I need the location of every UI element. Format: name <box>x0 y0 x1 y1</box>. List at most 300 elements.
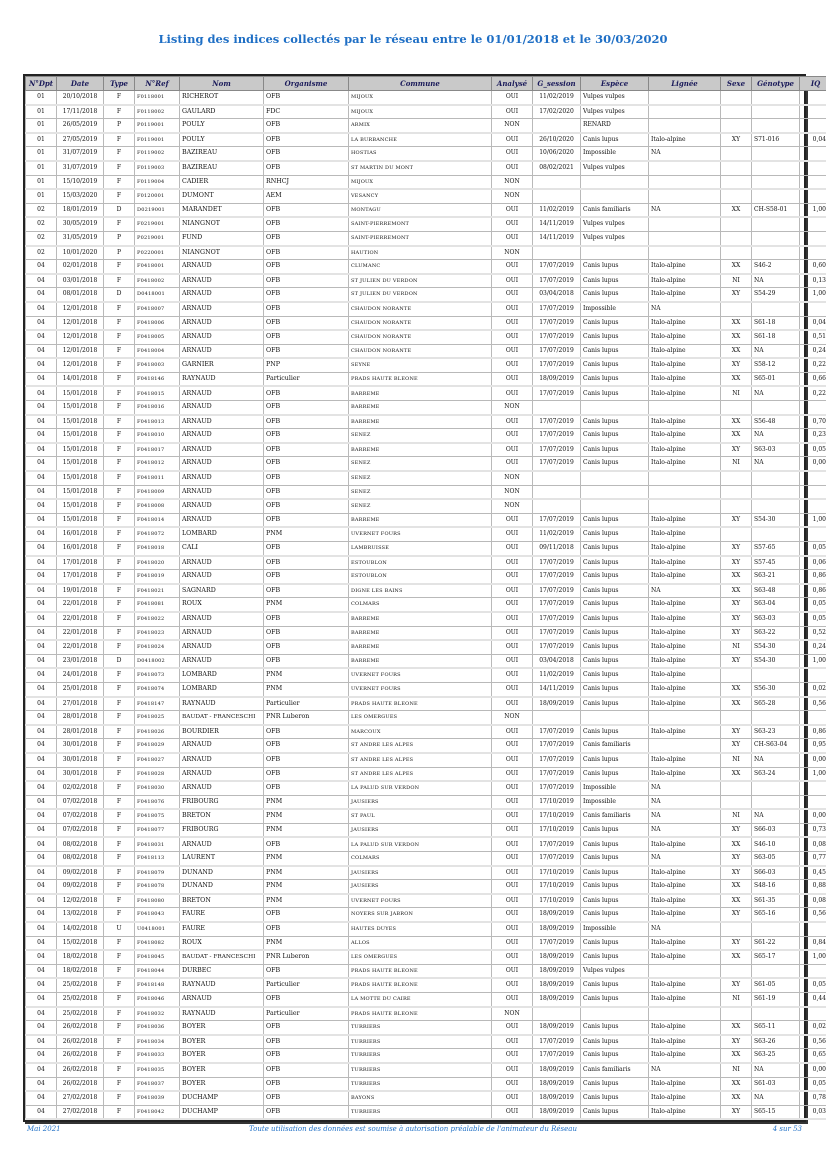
cell-genotype: NA <box>752 753 800 767</box>
cell-analyse: OUI <box>492 161 533 175</box>
cell-genotype: S71-016 <box>752 133 800 147</box>
cell-dpt: 02 <box>26 246 57 260</box>
cell-ref: F0418013 <box>135 415 180 429</box>
cell-espece: Canis lupus <box>581 570 649 584</box>
cell-date: 25/02/2018 <box>57 978 104 992</box>
cell-date: 14/02/2018 <box>57 922 104 936</box>
table-row <box>26 513 826 527</box>
cell-dpt: 04 <box>26 443 57 457</box>
header-col-commune: Commune <box>349 77 492 91</box>
cell-iq <box>800 189 826 203</box>
cell-type: F <box>104 570 135 584</box>
cell-type: F <box>104 866 135 880</box>
cell-sexe: XX <box>721 894 752 908</box>
cell-gsession <box>533 175 581 189</box>
footer-disclaimer: Toute utilisation des données est soumise à autorisation préalable de l'animateur du Réseau <box>249 1125 577 1133</box>
cell-type: F <box>104 894 135 908</box>
cell-ref: F0418113 <box>135 852 180 866</box>
cell-organisme: OFB <box>264 1091 349 1105</box>
cell-organisme: OFB <box>264 274 349 288</box>
cell-analyse: NON <box>492 119 533 133</box>
cell-genotype: S46-2 <box>752 260 800 274</box>
cell-ref: D0219001 <box>135 203 180 217</box>
cell-date: 30/05/2019 <box>57 217 104 231</box>
cell-type: F <box>104 697 135 711</box>
cell-gsession: 11/02/2019 <box>533 668 581 682</box>
cell-espece: Canis lupus <box>581 908 649 922</box>
cell-organisme: OFB <box>264 1077 349 1091</box>
cell-commune: ALLOS <box>349 936 492 950</box>
cell-gsession <box>533 189 581 203</box>
cell-iq: 0,00 <box>800 457 826 471</box>
cell-ref: F0119001 <box>135 133 180 147</box>
cell-nom: LOMBARD <box>180 668 264 682</box>
cell-genotype: S65-01 <box>752 372 800 386</box>
cell-date: 17/11/2018 <box>57 105 104 119</box>
cell-commune: LAMBRUISSE <box>349 542 492 556</box>
cell-type: F <box>104 950 135 964</box>
cell-dpt: 04 <box>26 1105 57 1119</box>
cell-nom: DUNAND <box>180 880 264 894</box>
cell-genotype <box>752 105 800 119</box>
cell-commune: HAUTES DUYES <box>349 922 492 936</box>
cell-sexe: NI <box>721 274 752 288</box>
cell-dpt: 04 <box>26 513 57 527</box>
cell-analyse: OUI <box>492 344 533 358</box>
cell-genotype <box>752 231 800 245</box>
cell-sexe: NI <box>721 640 752 654</box>
cell-lignee: Italo-alpine <box>649 358 721 372</box>
cell-dpt: 04 <box>26 542 57 556</box>
cell-analyse: OUI <box>492 316 533 330</box>
cell-commune: CHAUDON NORANTE <box>349 316 492 330</box>
cell-nom: DURBEC <box>180 964 264 978</box>
cell-ref: F0418146 <box>135 372 180 386</box>
cell-analyse: OUI <box>492 682 533 696</box>
table-row <box>26 161 826 175</box>
table-row <box>26 344 826 358</box>
header-col-gsession: G_session <box>533 77 581 91</box>
cell-iq <box>800 964 826 978</box>
cell-type: F <box>104 302 135 316</box>
cell-espece <box>581 485 649 499</box>
cell-lignee: Italo-alpine <box>649 372 721 386</box>
cell-organisme: OFB <box>264 922 349 936</box>
cell-dpt: 04 <box>26 1049 57 1063</box>
cell-iq: 0,00 <box>800 1063 826 1077</box>
cell-sexe <box>721 922 752 936</box>
cell-sexe: XY <box>721 598 752 612</box>
cell-type: P <box>104 246 135 260</box>
cell-type: F <box>104 739 135 753</box>
cell-lignee: Italo-alpine <box>649 697 721 711</box>
cell-type: F <box>104 274 135 288</box>
cell-sexe: XY <box>721 542 752 556</box>
cell-date: 25/02/2018 <box>57 993 104 1007</box>
cell-lignee: Italo-alpine <box>649 1105 721 1119</box>
cell-type: F <box>104 556 135 570</box>
cell-organisme: OFB <box>264 1105 349 1119</box>
cell-nom: ROUX <box>180 598 264 612</box>
cell-date: 16/01/2018 <box>57 542 104 556</box>
cell-commune: COLMARS <box>349 598 492 612</box>
cell-nom: ARNAUD <box>180 781 264 795</box>
cell-ref: F0418014 <box>135 513 180 527</box>
cell-lignee: Italo-alpine <box>649 978 721 992</box>
table-row <box>26 499 826 513</box>
cell-organisme: PNM <box>264 668 349 682</box>
cell-nom: ARNAUD <box>180 499 264 513</box>
cell-organisme: OFB <box>264 386 349 400</box>
cell-gsession: 17/07/2019 <box>533 457 581 471</box>
cell-commune: MIJOUX <box>349 105 492 119</box>
cell-iq: 0,24 <box>800 344 826 358</box>
cell-genotype: S58-12 <box>752 358 800 372</box>
cell-gsession: 17/07/2019 <box>533 598 581 612</box>
cell-gsession: 17/10/2019 <box>533 795 581 809</box>
cell-commune: BARREME <box>349 640 492 654</box>
cell-nom: ARNAUD <box>180 837 264 851</box>
cell-gsession <box>533 499 581 513</box>
cell-genotype: NA <box>752 1063 800 1077</box>
cell-ref: F0418019 <box>135 570 180 584</box>
cell-nom: BOYER <box>180 1035 264 1049</box>
cell-type: F <box>104 880 135 894</box>
table-row <box>26 91 826 105</box>
cell-date: 14/01/2018 <box>57 372 104 386</box>
cell-espece: Canis lupus <box>581 668 649 682</box>
cell-analyse: OUI <box>492 598 533 612</box>
cell-sexe: XX <box>721 950 752 964</box>
cell-nom: ARNAUD <box>180 485 264 499</box>
cell-iq <box>800 499 826 513</box>
cell-genotype: S61-18 <box>752 330 800 344</box>
cell-date: 31/07/2019 <box>57 147 104 161</box>
cell-analyse: OUI <box>492 231 533 245</box>
cell-commune: PRADS HAUTE BLEONE <box>349 697 492 711</box>
table-row <box>26 556 826 570</box>
cell-date: 15/01/2018 <box>57 457 104 471</box>
cell-ref: F0418075 <box>135 809 180 823</box>
cell-commune: ST MARTIN DU MONT <box>349 161 492 175</box>
cell-dpt: 04 <box>26 781 57 795</box>
cell-dpt: 01 <box>26 119 57 133</box>
cell-gsession: 09/11/2018 <box>533 542 581 556</box>
cell-iq <box>800 922 826 936</box>
cell-lignee <box>649 471 721 485</box>
cell-gsession: 18/09/2019 <box>533 964 581 978</box>
cell-dpt: 04 <box>26 612 57 626</box>
cell-type: P <box>104 231 135 245</box>
cell-analyse: OUI <box>492 753 533 767</box>
header-col-lignee: Lignée <box>649 77 721 91</box>
cell-date: 12/01/2018 <box>57 344 104 358</box>
cell-ref: F0418039 <box>135 1091 180 1105</box>
cell-iq <box>800 781 826 795</box>
cell-iq: 1,00 <box>800 950 826 964</box>
cell-espece: Canis lupus <box>581 386 649 400</box>
cell-dpt: 04 <box>26 260 57 274</box>
cell-dpt: 04 <box>26 795 57 809</box>
cell-dpt: 04 <box>26 372 57 386</box>
cell-espece: Canis lupus <box>581 556 649 570</box>
cell-type: F <box>104 386 135 400</box>
table-row <box>26 711 826 725</box>
cell-ref: F0418026 <box>135 725 180 739</box>
cell-nom: RICHEROT <box>180 91 264 105</box>
cell-gsession: 17/07/2019 <box>533 584 581 598</box>
cell-nom: BRETON <box>180 809 264 823</box>
cell-organisme: OFB <box>264 781 349 795</box>
cell-espece <box>581 175 649 189</box>
cell-analyse: OUI <box>492 823 533 837</box>
cell-type: F <box>104 471 135 485</box>
cell-lignee: Italo-alpine <box>649 767 721 781</box>
cell-date: 26/02/2018 <box>57 1063 104 1077</box>
cell-organisme: Particulier <box>264 1007 349 1021</box>
cell-analyse: OUI <box>492 767 533 781</box>
cell-espece <box>581 246 649 260</box>
cell-organisme: Particulier <box>264 978 349 992</box>
cell-type: F <box>104 1035 135 1049</box>
cell-nom: MARANDET <box>180 203 264 217</box>
table-row <box>26 302 826 316</box>
table-row <box>26 908 826 922</box>
header-col-espece: Espèce <box>581 77 649 91</box>
cell-type: F <box>104 542 135 556</box>
cell-organisme: RNHCJ <box>264 175 349 189</box>
cell-organisme: PNM <box>264 809 349 823</box>
cell-organisme: FDC <box>264 105 349 119</box>
cell-sexe: XX <box>721 767 752 781</box>
cell-espece: Canis lupus <box>581 527 649 541</box>
cell-organisme: OFB <box>264 753 349 767</box>
cell-organisme: PNM <box>264 795 349 809</box>
cell-commune: ST JULIEN DU VERDON <box>349 288 492 302</box>
cell-genotype: S66-03 <box>752 823 800 837</box>
cell-sexe: NI <box>721 809 752 823</box>
cell-gsession: 17/07/2019 <box>533 358 581 372</box>
cell-dpt: 04 <box>26 978 57 992</box>
cell-espece: Canis familiaris <box>581 203 649 217</box>
cell-iq: 0,04 <box>800 316 826 330</box>
cell-gsession: 18/09/2019 <box>533 697 581 711</box>
cell-ref: D0418001 <box>135 288 180 302</box>
cell-date: 12/02/2018 <box>57 894 104 908</box>
cell-date: 15/01/2018 <box>57 499 104 513</box>
cell-type: F <box>104 189 135 203</box>
cell-sexe: XX <box>721 330 752 344</box>
cell-nom: ARNAUD <box>180 570 264 584</box>
cell-analyse: OUI <box>492 894 533 908</box>
cell-iq: 0,51 <box>800 330 826 344</box>
cell-organisme: OFB <box>264 584 349 598</box>
cell-ref: F0418016 <box>135 401 180 415</box>
cell-nom: ARNAUD <box>180 457 264 471</box>
cell-sexe: XY <box>721 936 752 950</box>
cell-sexe: XX <box>721 682 752 696</box>
cell-genotype: S65-17 <box>752 950 800 964</box>
cell-dpt: 04 <box>26 527 57 541</box>
cell-espece: Canis lupus <box>581 542 649 556</box>
cell-espece: Canis lupus <box>581 372 649 386</box>
cell-organisme: PNM <box>264 823 349 837</box>
cell-type: F <box>104 527 135 541</box>
cell-espece: Canis lupus <box>581 978 649 992</box>
cell-analyse: OUI <box>492 260 533 274</box>
table-row <box>26 527 826 541</box>
cell-date: 15/03/2020 <box>57 189 104 203</box>
table-row <box>26 372 826 386</box>
cell-espece: Canis lupus <box>581 133 649 147</box>
cell-dpt: 04 <box>26 725 57 739</box>
cell-lignee <box>649 217 721 231</box>
cell-nom: DUNAND <box>180 866 264 880</box>
cell-iq: 0,73 <box>800 823 826 837</box>
cell-espece: Canis lupus <box>581 1105 649 1119</box>
cell-type: P <box>104 119 135 133</box>
cell-commune: MIJOUX <box>349 91 492 105</box>
cell-nom: DUCHAMP <box>180 1091 264 1105</box>
cell-genotype: S56-48 <box>752 415 800 429</box>
cell-genotype: S56-30 <box>752 682 800 696</box>
cell-espece <box>581 471 649 485</box>
cell-gsession: 17/07/2019 <box>533 1049 581 1063</box>
cell-organisme: OFB <box>264 485 349 499</box>
cell-sexe: NI <box>721 753 752 767</box>
cell-organisme: OFB <box>264 570 349 584</box>
cell-genotype <box>752 175 800 189</box>
cell-commune: BARREME <box>349 513 492 527</box>
cell-date: 23/01/2018 <box>57 654 104 668</box>
cell-type: F <box>104 105 135 119</box>
cell-type: F <box>104 767 135 781</box>
cell-date: 30/01/2018 <box>57 739 104 753</box>
cell-iq <box>800 91 826 105</box>
cell-date: 15/01/2018 <box>57 386 104 400</box>
cell-nom: ARNAUD <box>180 302 264 316</box>
cell-commune: VESANCY <box>349 189 492 203</box>
cell-nom: ARNAUD <box>180 556 264 570</box>
cell-iq: 0,13 <box>800 274 826 288</box>
cell-nom: ARNAUD <box>180 260 264 274</box>
table-row <box>26 795 826 809</box>
cell-dpt: 04 <box>26 584 57 598</box>
cell-lignee: Italo-alpine <box>649 668 721 682</box>
cell-lignee: Italo-alpine <box>649 260 721 274</box>
cell-gsession: 17/02/2020 <box>533 105 581 119</box>
cell-iq: 0,08 <box>800 894 826 908</box>
cell-date: 10/01/2020 <box>57 246 104 260</box>
cell-nom: ARNAUD <box>180 753 264 767</box>
cell-type: F <box>104 485 135 499</box>
cell-dpt: 04 <box>26 711 57 725</box>
cell-espece: RENARD <box>581 119 649 133</box>
cell-sexe <box>721 668 752 682</box>
cell-sexe: XX <box>721 1049 752 1063</box>
cell-type: F <box>104 401 135 415</box>
cell-commune: LES OMERGUES <box>349 950 492 964</box>
cell-genotype: S63-22 <box>752 626 800 640</box>
cell-date: 02/02/2018 <box>57 781 104 795</box>
cell-espece: Canis lupus <box>581 612 649 626</box>
cell-genotype: S63-03 <box>752 443 800 457</box>
cell-analyse: OUI <box>492 795 533 809</box>
cell-dpt: 04 <box>26 1021 57 1035</box>
cell-genotype: S54-30 <box>752 654 800 668</box>
cell-genotype <box>752 964 800 978</box>
cell-analyse: OUI <box>492 1049 533 1063</box>
cell-gsession: 17/10/2019 <box>533 809 581 823</box>
table-row <box>26 950 826 964</box>
cell-iq: 1,00 <box>800 288 826 302</box>
cell-genotype <box>752 668 800 682</box>
cell-sexe: XX <box>721 880 752 894</box>
cell-analyse: OUI <box>492 739 533 753</box>
cell-genotype: NA <box>752 386 800 400</box>
cell-commune: BARREME <box>349 654 492 668</box>
cell-dpt: 04 <box>26 767 57 781</box>
cell-organisme: OFB <box>264 119 349 133</box>
cell-analyse: OUI <box>492 542 533 556</box>
cell-genotype <box>752 781 800 795</box>
table-row <box>26 119 826 133</box>
cell-date: 20/10/2018 <box>57 91 104 105</box>
cell-type: F <box>104 725 135 739</box>
cell-nom: GAULARD <box>180 105 264 119</box>
cell-nom: BOYER <box>180 1063 264 1077</box>
cell-date: 31/07/2019 <box>57 161 104 175</box>
cell-gsession: 17/07/2019 <box>533 274 581 288</box>
cell-analyse: OUI <box>492 964 533 978</box>
cell-genotype <box>752 147 800 161</box>
cell-dpt: 04 <box>26 950 57 964</box>
cell-type: F <box>104 358 135 372</box>
cell-analyse: OUI <box>492 978 533 992</box>
cell-ref: F0418079 <box>135 866 180 880</box>
cell-espece: Vulpes vulpes <box>581 217 649 231</box>
cell-espece: Canis familiaris <box>581 1063 649 1077</box>
cell-gsession <box>533 246 581 260</box>
cell-analyse: OUI <box>492 429 533 443</box>
cell-analyse: NON <box>492 401 533 415</box>
cell-sexe: XY <box>721 978 752 992</box>
cell-ref: D0418002 <box>135 654 180 668</box>
cell-commune: ESTOUBLON <box>349 570 492 584</box>
cell-date: 27/01/2018 <box>57 697 104 711</box>
cell-genotype <box>752 711 800 725</box>
cell-genotype: S54-30 <box>752 513 800 527</box>
cell-analyse: OUI <box>492 133 533 147</box>
cell-iq: 0,05 <box>800 978 826 992</box>
cell-gsession: 17/07/2019 <box>533 570 581 584</box>
cell-commune: TURRIERS <box>349 1049 492 1063</box>
table-row <box>26 584 826 598</box>
cell-ref: U0418001 <box>135 922 180 936</box>
cell-espece: Canis lupus <box>581 1021 649 1035</box>
cell-nom: BOURDIER <box>180 725 264 739</box>
table-row <box>26 133 826 147</box>
cell-date: 18/02/2018 <box>57 950 104 964</box>
cell-lignee: Italo-alpine <box>649 1077 721 1091</box>
cell-espece: Canis lupus <box>581 894 649 908</box>
cell-commune: SENEZ <box>349 499 492 513</box>
cell-organisme: PNR Luberon <box>264 711 349 725</box>
cell-organisme: OFB <box>264 443 349 457</box>
cell-gsession: 18/09/2019 <box>533 372 581 386</box>
table-row <box>26 1105 826 1119</box>
table-row <box>26 837 826 851</box>
